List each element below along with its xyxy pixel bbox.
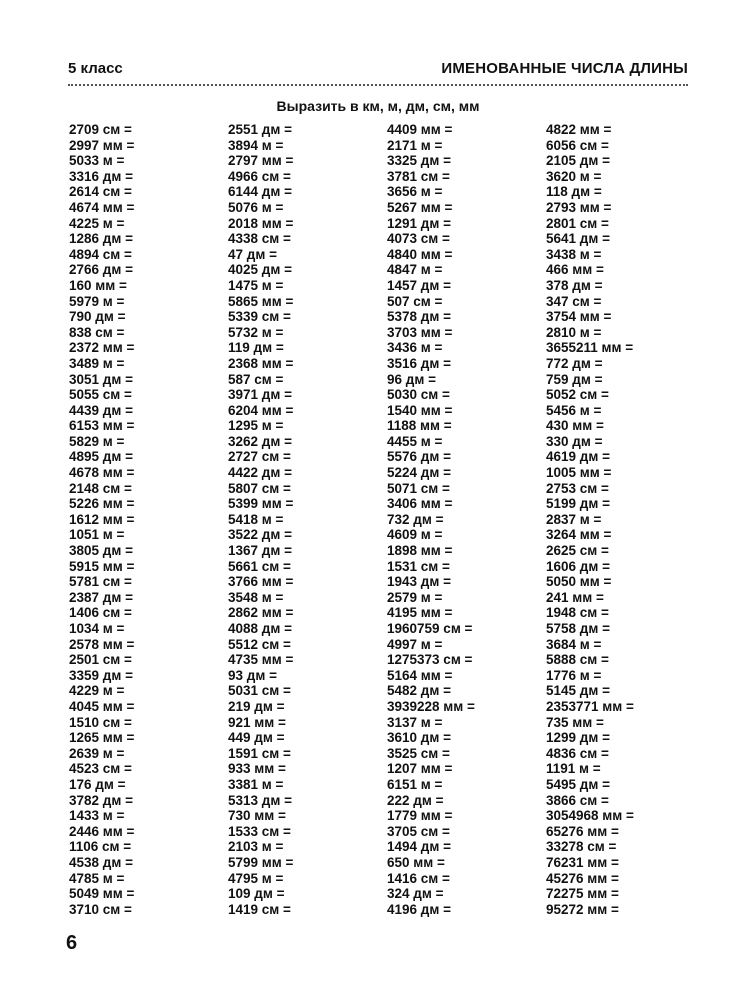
exercise-item: 2727 см = (228, 449, 291, 465)
exercise-item: 4229 м = (69, 683, 125, 699)
exercise-item: 5050 мм = (546, 574, 612, 590)
exercise-item: 2793 мм = (546, 199, 612, 215)
exercise-item: 735 мм = (546, 714, 604, 730)
exercise-item: 5915 мм = (69, 558, 135, 574)
exercise-item: 2103 м = (228, 839, 284, 855)
exercise-item: 3656 м = (387, 184, 443, 200)
exercise-item: 1510 см = (69, 714, 132, 730)
exercise-item: 772 дм = (546, 355, 603, 371)
exercise-item: 5267 мм = (387, 199, 453, 215)
exercise-item: 5033 м = (69, 153, 125, 169)
exercise-columns (69, 122, 689, 932)
dotted-divider (68, 84, 688, 86)
exercise-item: 5226 мм = (69, 496, 135, 512)
exercise-item: 4619 дм = (546, 449, 610, 465)
exercise-item: 4455 м = (387, 433, 443, 449)
exercise-item: 4674 мм = (69, 199, 135, 215)
exercise-item: 3781 см = (387, 168, 450, 184)
exercise-item: 65276 мм = (546, 823, 619, 839)
exercise-item: 3316 дм = (69, 168, 133, 184)
exercise-item: 2837 м = (546, 511, 602, 527)
exercise-item: 1406 см = (69, 605, 132, 621)
exercise-item: 2797 мм = (228, 153, 294, 169)
exercise-item: 3705 см = (387, 823, 450, 839)
exercise-item: 5781 см = (69, 574, 132, 590)
exercise-item: 2579 м = (387, 589, 443, 605)
exercise-item: 330 дм = (546, 433, 603, 449)
exercise-item: 4836 см = (546, 745, 609, 761)
exercise-item: 2148 см = (69, 480, 132, 496)
exercise-item: 2387 дм = (69, 589, 133, 605)
exercise-item: 76231 мм = (546, 854, 619, 870)
exercise-item: 3262 дм = (228, 433, 292, 449)
exercise-item: 5313 дм = (228, 792, 292, 808)
exercise-item: 507 см = (387, 293, 443, 309)
exercise-item: 1416 см = (387, 870, 450, 886)
exercise-item: 6151 м = (387, 776, 443, 792)
exercise-item: 3655211 мм = (546, 340, 634, 356)
exercise-item: 4847 м = (387, 262, 443, 278)
exercise-item: 2353771 мм = (546, 698, 634, 714)
exercise-item: 838 см = (69, 324, 125, 340)
exercise-item: 1960759 см = (387, 621, 473, 636)
exercise-item: 4045 мм = (69, 698, 135, 714)
exercise-item: 5145 дм = (546, 683, 610, 699)
exercise-item: 5031 см = (228, 683, 291, 699)
exercise-item: 2766 дм = (69, 262, 133, 278)
exercise-item: 1433 м = (69, 808, 125, 824)
exercise-item: 430 мм = (546, 418, 604, 434)
exercise-item: 3548 м = (228, 589, 284, 605)
exercise-item: 2801 см = (546, 215, 609, 231)
exercise-item: 5732 м = (228, 324, 284, 340)
exercise-item: 1419 см = (228, 901, 291, 917)
exercise-item: 5224 дм = (387, 465, 451, 481)
exercise-item: 4195 мм = (387, 605, 453, 621)
exercise-item: 3438 м = (546, 246, 602, 262)
exercise-item: 3610 дм = (387, 730, 451, 746)
exercise-item: 2614 см = (69, 184, 132, 200)
exercise-item: 3516 дм = (387, 355, 451, 371)
exercise-item: 2862 мм = (228, 605, 294, 621)
exercise-item: 1367 дм = (228, 543, 292, 559)
exercise-item: 109 дм = (228, 886, 285, 902)
exercise-item: 1207 мм = (387, 761, 453, 777)
page-header (68, 60, 688, 84)
exercise-item: 2018 мм = (228, 215, 294, 231)
exercise-item: 119 дм = (228, 340, 284, 356)
exercise-item: 2372 мм = (69, 340, 135, 356)
exercise-item: 3939228 мм = (387, 698, 475, 714)
exercise-item: 5979 м = (69, 293, 125, 309)
exercise-item: 5199 дм = (546, 496, 610, 512)
exercise-item: 4966 см = (228, 168, 291, 184)
exercise-item: 5576 дм = (387, 449, 451, 465)
exercise-item: 1591 см = (228, 745, 291, 761)
exercise-item: 5865 мм = (228, 293, 294, 309)
exercise-item: 4088 дм = (228, 621, 292, 636)
exercise-column-2 (228, 122, 388, 917)
exercise-item: 933 мм = (228, 761, 286, 777)
exercise-item: 47 дм = (228, 246, 277, 262)
exercise-item: 3754 мм = (546, 309, 612, 325)
exercise-item: 3051 дм = (69, 371, 133, 387)
exercise-item: 3620 м = (546, 168, 602, 184)
exercise-item: 4894 см = (69, 246, 132, 262)
exercise-item: 3971 дм = (228, 387, 292, 403)
exercise-item: 4997 м = (387, 636, 443, 652)
exercise-item: 921 мм = (228, 714, 286, 730)
exercise-item: 4840 мм = (387, 246, 453, 262)
exercise-item: 1034 м = (69, 621, 125, 636)
exercise-item: 1295 м = (228, 418, 284, 434)
exercise-item: 5807 см = (228, 480, 291, 496)
exercise-item: 3325 дм = (387, 153, 451, 169)
exercise-item: 1898 мм = (387, 543, 453, 559)
exercise-item: 3866 см = (546, 792, 609, 808)
exercise-column-4 (546, 122, 706, 917)
exercise-item: 3710 см = (69, 901, 132, 917)
exercise-item: 5049 мм = (69, 886, 135, 902)
exercise-item: 650 мм = (387, 854, 445, 870)
exercise-item: 3894 м = (228, 137, 284, 153)
exercise-item: 3137 м = (387, 714, 443, 730)
exercise-item: 1540 мм = (387, 402, 453, 418)
exercise-item: 2105 дм = (546, 153, 610, 169)
exercise-item: 1291 дм = (387, 215, 451, 231)
exercise-item: 6204 мм = (228, 402, 294, 418)
exercise-item: 1106 см = (69, 839, 132, 855)
exercise-item: 2753 см = (546, 480, 609, 496)
exercise-item: 4538 дм = (69, 854, 133, 870)
exercise-item: 3703 мм = (387, 324, 453, 340)
exercise-item: 2501 см = (69, 652, 132, 668)
exercise-item: 4795 м = (228, 870, 284, 886)
exercise-item: 95272 мм = (546, 901, 619, 917)
exercise-item: 1612 мм = (69, 511, 135, 527)
exercise-item: 96 дм = (387, 371, 436, 387)
exercise-item: 4895 дм = (69, 449, 133, 465)
exercise-item: 5799 мм = (228, 854, 294, 870)
exercise-item: 2551 дм = (228, 122, 292, 137)
exercise-item: 1275373 см = (387, 652, 473, 668)
exercise-item: 5456 м = (546, 402, 602, 418)
exercise-item: 5418 м = (228, 511, 284, 527)
exercise-item: 4025 дм = (228, 262, 292, 278)
exercise-item: 1265 мм = (69, 730, 135, 746)
exercise-item: 3782 дм = (69, 792, 133, 808)
exercise-item: 1188 мм = (387, 418, 452, 434)
exercise-item: 5512 см = (228, 636, 291, 652)
exercise-item: 1299 дм = (546, 730, 610, 746)
exercise-item: 5052 см = (546, 387, 609, 403)
exercise-item: 587 см = (228, 371, 284, 387)
exercise-item: 6153 мм = (69, 418, 135, 434)
topic-title: ИМЕНОВАННЫЕ ЧИСЛА ДЛИНЫ (441, 60, 688, 77)
exercise-item: 5030 см = (387, 387, 450, 403)
exercise-item: 5076 м = (228, 199, 284, 215)
exercise-item: 3264 мм = (546, 527, 612, 543)
exercise-item: 4422 дм = (228, 465, 292, 481)
exercise-item: 3766 мм = (228, 574, 294, 590)
exercise-item: 5378 дм = (387, 309, 451, 325)
exercise-item: 2810 м = (546, 324, 602, 340)
exercise-item: 2171 м = (387, 137, 443, 153)
exercise-item: 3525 см = (387, 745, 450, 761)
exercise-item: 1948 см = (546, 605, 609, 621)
exercise-item: 4409 мм = (387, 122, 453, 137)
exercise-item: 2368 мм = (228, 355, 294, 371)
exercise-item: 5661 см = (228, 558, 291, 574)
exercise-item: 324 дм = (387, 886, 444, 902)
exercise-item: 790 дм = (69, 309, 126, 325)
exercise-item: 449 дм = (228, 730, 285, 746)
exercise-item: 222 дм = (387, 792, 444, 808)
exercise-item: 241 мм = (546, 589, 604, 605)
exercise-item: 1494 дм = (387, 839, 451, 855)
exercise-item: 1005 мм = (546, 465, 612, 481)
exercise-item: 4073 см = (387, 231, 450, 247)
grade-label: 5 класс (68, 60, 123, 77)
exercise-item: 3684 м = (546, 636, 602, 652)
exercise-item: 3381 м = (228, 776, 284, 792)
exercise-item: 2639 м = (69, 745, 125, 761)
exercise-item: 4678 мм = (69, 465, 135, 481)
exercise-item: 1191 м = (546, 761, 601, 777)
exercise-item: 1779 мм = (387, 808, 453, 824)
exercise-item: 1531 см = (387, 558, 450, 574)
exercise-item: 5495 дм = (546, 776, 610, 792)
exercise-item: 33278 см = (546, 839, 617, 855)
exercise-item: 2997 мм = (69, 137, 135, 153)
exercise-item: 1776 м = (546, 667, 602, 683)
exercise-item: 1533 см = (228, 823, 291, 839)
exercise-item: 4196 дм = (387, 901, 451, 917)
exercise-item: 4822 мм = (546, 122, 612, 137)
exercise-item: 176 дм = (69, 776, 126, 792)
exercise-item: 4735 мм = (228, 652, 294, 668)
exercise-column-1 (69, 122, 229, 917)
exercise-item: 2578 мм = (69, 636, 135, 652)
exercise-item: 4338 см = (228, 231, 291, 247)
exercise-item: 1943 дм = (387, 574, 451, 590)
exercise-item: 118 дм = (546, 184, 602, 200)
exercise-item: 5758 дм = (546, 621, 610, 636)
exercise-item: 2446 мм = (69, 823, 135, 839)
exercise-item: 4439 дм = (69, 402, 133, 418)
exercise-item: 5641 дм = (546, 231, 610, 247)
exercise-item: 160 мм = (69, 277, 127, 293)
exercise-item: 6056 см = (546, 137, 609, 153)
exercise-item: 5339 см = (228, 309, 291, 325)
exercise-item: 1457 дм = (387, 277, 451, 293)
exercise-item: 732 дм = (387, 511, 444, 527)
exercise-item: 219 дм = (228, 698, 285, 714)
exercise-item: 4523 см = (69, 761, 132, 777)
exercise-item: 93 дм = (228, 667, 277, 683)
exercise-item: 347 см = (546, 293, 602, 309)
exercise-item: 5829 м = (69, 433, 125, 449)
exercise-item: 3522 дм = (228, 527, 292, 543)
exercise-item: 3436 м = (387, 340, 443, 356)
exercise-item: 2709 см = (69, 122, 132, 137)
exercise-item: 2625 см = (546, 543, 609, 559)
exercise-item: 466 мм = (546, 262, 604, 278)
exercise-item: 3805 дм = (69, 543, 133, 559)
exercise-item: 3406 мм = (387, 496, 453, 512)
exercise-item: 1286 дм = (69, 231, 133, 247)
exercise-column-3 (387, 122, 547, 917)
exercise-item: 5164 мм = (387, 667, 453, 683)
exercise-item: 1475 м = (228, 277, 284, 293)
exercise-item: 730 мм = (228, 808, 286, 824)
exercise-item: 6144 дм = (228, 184, 292, 200)
exercise-item: 5888 см = (546, 652, 609, 668)
exercise-item: 4609 м = (387, 527, 443, 543)
task-instruction: Выразить в км, м, дм, см, мм (276, 98, 480, 114)
exercise-item: 4785 м = (69, 870, 125, 886)
exercise-item: 1051 м = (69, 527, 125, 543)
exercise-item: 759 дм = (546, 371, 603, 387)
exercise-item: 5071 см = (387, 480, 450, 496)
exercise-item: 5482 дм = (387, 683, 451, 699)
exercise-item: 3054968 мм = (546, 808, 634, 824)
exercise-item: 3359 дм = (69, 667, 133, 683)
exercise-item: 45276 мм = (546, 870, 619, 886)
exercise-item: 3489 м = (69, 355, 125, 371)
exercise-item: 4225 м = (69, 215, 125, 231)
exercise-item: 378 дм = (546, 277, 603, 293)
exercise-item: 72275 мм = (546, 886, 619, 902)
page-number: 6 (66, 932, 78, 954)
exercise-item: 1606 дм = (546, 558, 610, 574)
exercise-item: 5055 см = (69, 387, 132, 403)
exercise-item: 5399 мм = (228, 496, 294, 512)
